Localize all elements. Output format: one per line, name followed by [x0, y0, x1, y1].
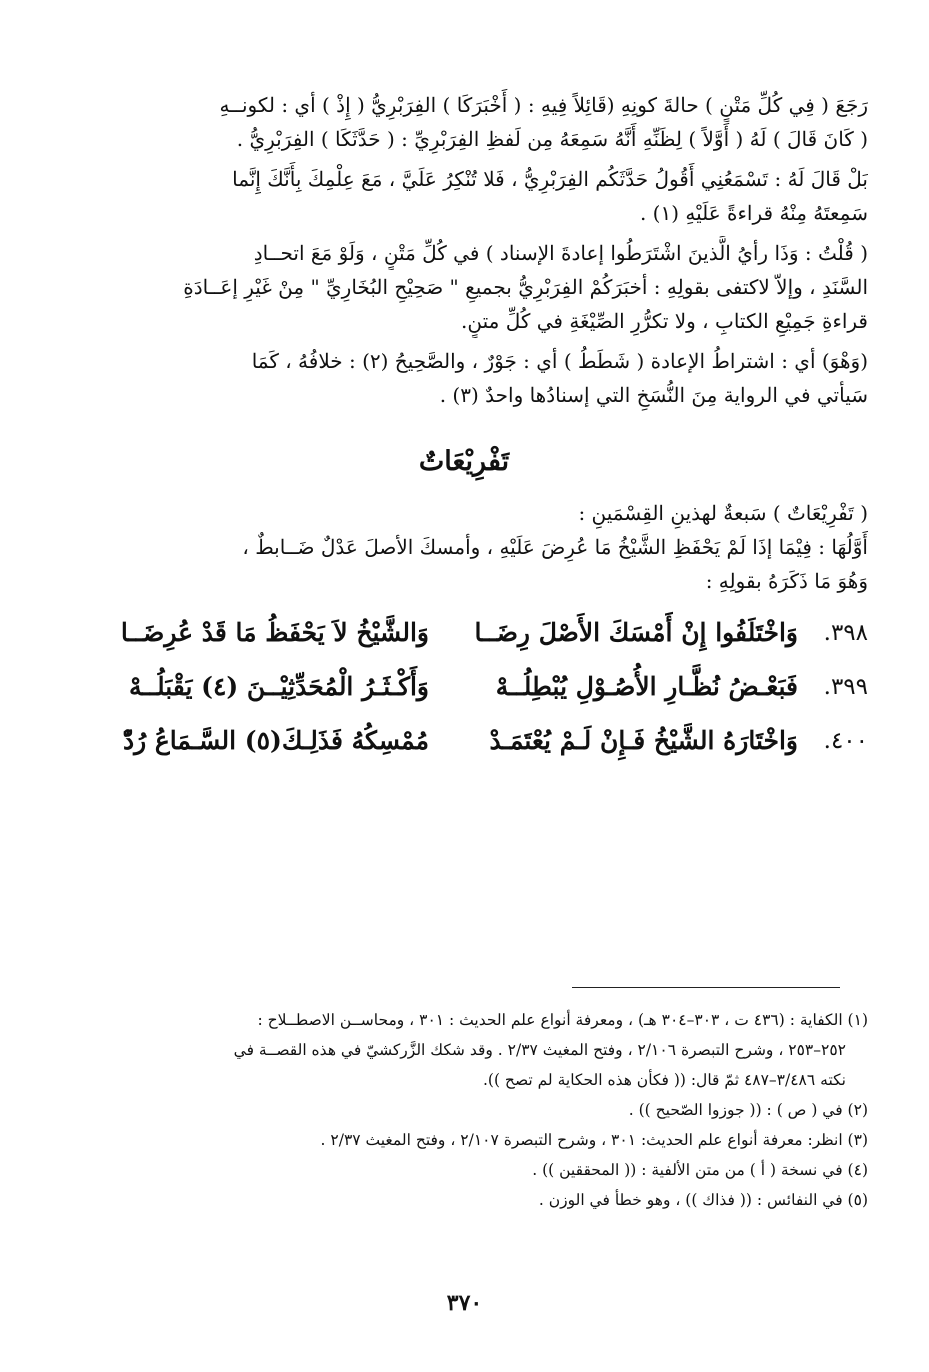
text-line: أَوَّلُهَا : فِيْمَا إذَا لَمْ يَحْفَظِ الشَّيْخُ مَا عُرِضَ عَلَيْهِ ، وأمسكَ الأصلَ عَدْلٌ ضَــابطٌ ، — [242, 535, 868, 559]
section-heading: تَفْرِيْعَاتٌ — [418, 446, 510, 477]
text-line: ( تَفْرِيْعَاتٌ ) سَبعةٌ لهذينِ القِسْمَينِ : — [578, 501, 868, 525]
verse-second-hemistich: مُمْسِكُهُ فَذَلِـكَ(٥) السَّـمَاعُ رُدّْ — [122, 726, 429, 755]
verse-number: ٤٠٠. — [823, 728, 868, 754]
verse-first-hemistich: فَبَعْـضُ نُظَّـارِ الأُصُـوْلِ يُبْطِلُــهْ — [495, 672, 798, 701]
footnote-3: (٣) انظر: معرفة أنواع علم الحديث: ٣٠١ ، وشرح التبصرة ٢/١٠٧ ، وفتح المغيث ٢/٣٧ . — [320, 1131, 868, 1149]
verse-line — [60, 714, 868, 768]
text-line: (وَهْوَ) أي : اشتراطُ الإعادة ( شَطَطُ ) أي : جَوْرٌ ، والصَّحِيحُ (٢) : خلافُهُ ، كَمَا — [251, 349, 868, 373]
footnote-1: (١) الكفاية : (٤٣٦ ت ، ٣٠٣–٣٠٤ هـ) ، ومعرفة أنواع علم الحديث : ٣٠١ ، ومحاســن الاصطــلاح : — [257, 1011, 868, 1029]
footnote-2: (٢) في ( ص ) : (( جوزوا الصّحيح )) . — [628, 1101, 868, 1119]
text-line: رَجَعَ ( فِي كُلِّ مَتْنٍ ) حالةَ كونِهِ (قَائِلاً فِيهِ : ( أَخْبَرَكَا ) الفِرَبْرِيُّ ( إِذْ ) أي : لكونــهِ — [219, 93, 868, 117]
footnote-5: (٥) في النفائس : (( فذاك )) ، وهو خطأ في الوزن . — [538, 1191, 868, 1209]
text-line: ( قُلْتُ : وَذَا رأيُ الَّذينَ اشْتَرَطُوا إعادةَ الإسناد ) في كُلِّ مَتْنٍ ، وَلَوْ مَعَ اتحــادِ — [253, 241, 868, 265]
verse-second-hemistich: وَالشَّيْخُ لاَ يَحْفَظُ مَا قَدْ عُرِضَــا — [120, 618, 429, 647]
footnotes — [60, 1005, 868, 1215]
verse-line — [60, 660, 868, 714]
footnote-4: (٤) في نسخة ( أ ) من متن الألفية : (( المحققين )) . — [532, 1161, 868, 1179]
text-line: قراءةِ جَمِيْعِ الكتابِ ، ولا تكرُّرِ الصِّيْغَةِ في كُلِّ متنٍ. — [461, 309, 868, 333]
verse-first-hemistich: وَاخْتَلَفُوا إِنْ أَمْسَكَ الأَصْلَ رِضَــا — [474, 618, 798, 647]
verse-number: ٣٩٨. — [823, 620, 868, 646]
verse-second-hemistich: وَأَكْـثَـرُ الْمُحَدِّثِيْــنَ (٤) يَقْبَلُــهْ — [128, 672, 429, 701]
text-line: بَلْ قَالَ لَهُ : تَسْمَعُنِي أَقُولُ حَدَّثَكُم الفِرَبْرِيُّ ، فَلا تُنْكِرُ عَلَيَّ ، مَعَ عِلْمِكَ بِأَنَّكَ إِنَّما — [232, 167, 868, 191]
text-line: سَمِعتَهُ مِنْهُ قراءةً عَلَيْهِ (١) . — [639, 201, 868, 225]
text-line: سَيأتي في الرواية مِنَ النُّسَخِ التي إسنادُها واحدٌ (٣) . — [439, 383, 868, 407]
text-line: السَّنَدِ ، وإلاّ لاكتفى بقولِهِ : أخبَرَكُمْ الفِرَبْرِيُّ بجميعِ " صَحِيْحِ البُخَارِيِّ " مِنْ غَيْرِ إعَــادَةِ — [183, 275, 868, 299]
verse-line — [60, 606, 868, 660]
verse-number: ٣٩٩. — [823, 674, 868, 700]
main-text — [60, 88, 868, 768]
footnote-1-continuation: ٢٥٢–٢٥٣ ، وشرح التبصرة ٢/١٠٦ ، وفتح المغيث ٢/٣٧ . وقد شكك الزَّركشيّ في هذه القصــة في — [233, 1041, 846, 1059]
footnote-separator — [572, 987, 840, 988]
text-line: ( كَانَ قَالَ ) لَهُ ( أَوَّلاً ) لِظَنِّهِ أَنَّهُ سَمِعَهُ مِن لَفظِ الفِرَبْرِيِّ : ( حَدَّثَكَا ) الفِرَبْرِيُّ . — [236, 127, 868, 151]
text-line: وَهُوَ مَا ذَكَرَهُ بقولِهِ : — [705, 569, 868, 593]
footnote-1-continuation: نكته ٣/٤٨٦–٤٨٧ ثمّ قال: (( فكأن هذه الحكاية لم تصح )). — [482, 1071, 846, 1089]
verse-first-hemistich: وَاخْتَارَهُ الشَّيْخُ فَـإِنْ لَـمْ يُعْتَمَـدْ — [489, 726, 798, 755]
page-number: ٣٧٠ — [446, 1290, 483, 1316]
